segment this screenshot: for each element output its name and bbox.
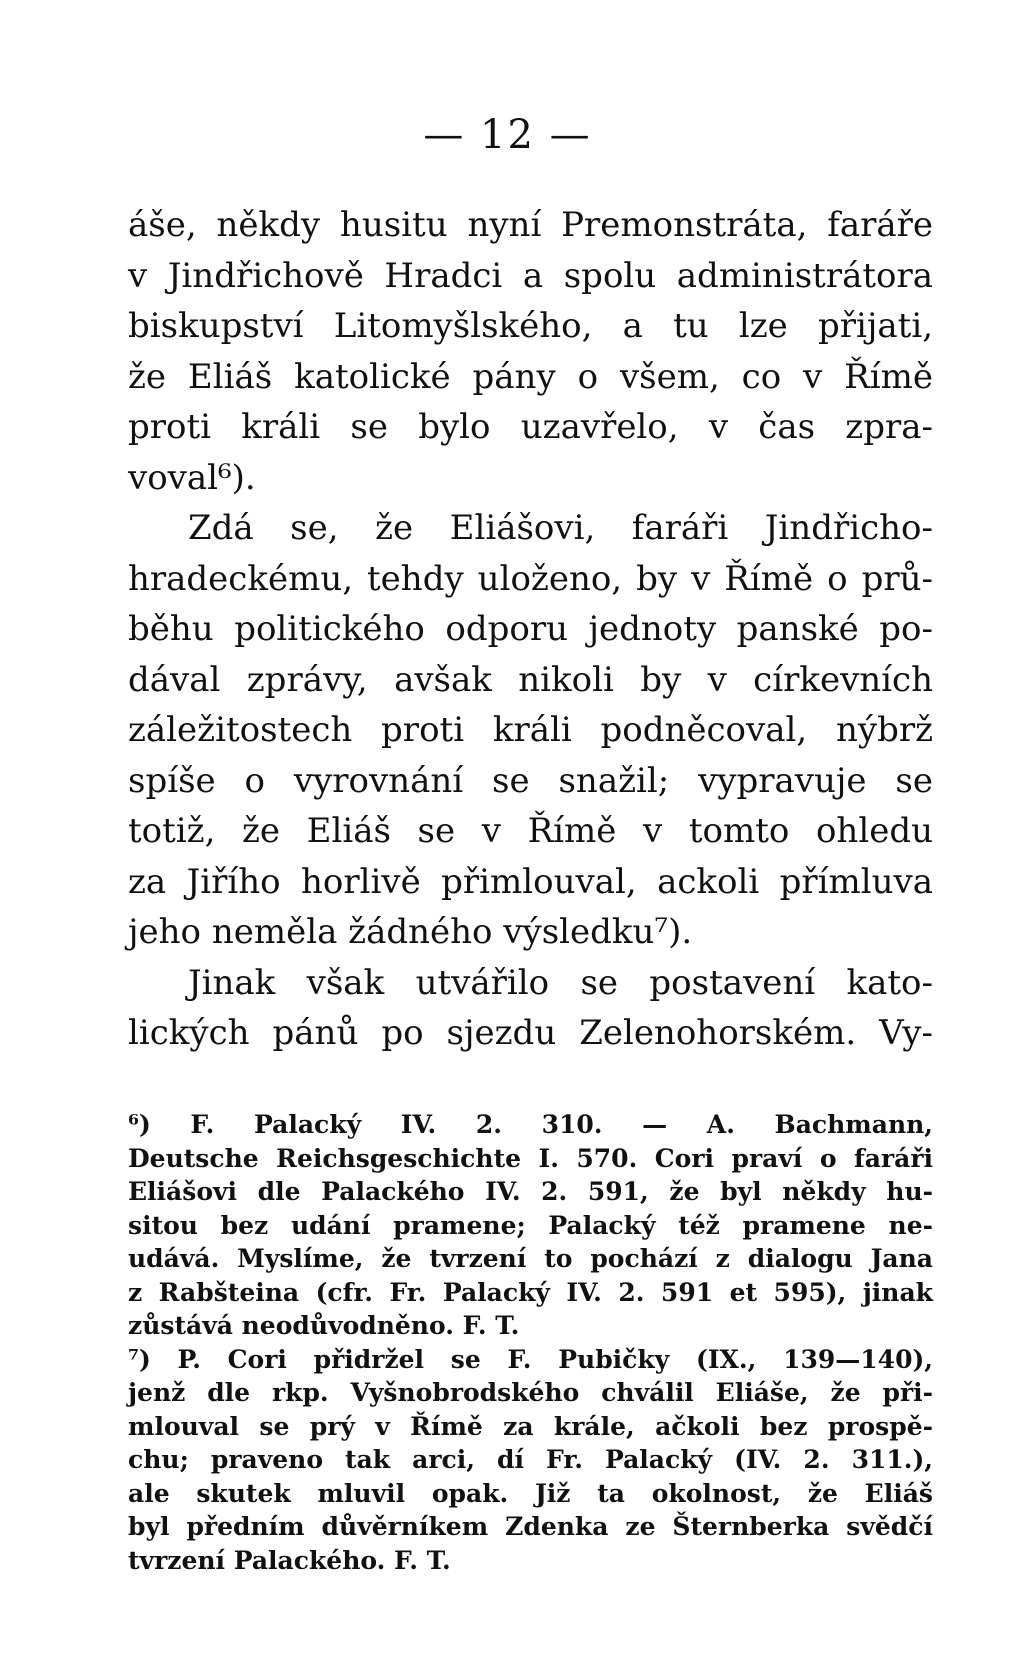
page-number: — 12 — bbox=[423, 112, 592, 158]
footnote-line: Eliášovi dle Palackého IV. 2. 591, že byl někdy hu- bbox=[128, 1177, 933, 1206]
footnote-line: Deutsche Reichsgeschichte I. 570. Cori praví o faráři bbox=[128, 1143, 933, 1173]
body-text-line: lických pánů po sjezdu Zelenohorském. Vy- bbox=[128, 1013, 933, 1053]
body-text-line: spíše o vyrovnání se snažil; vypravuje se bbox=[128, 760, 933, 801]
body-text-line: biskupství Litomyšlského, a tu lze přijati, bbox=[128, 306, 933, 346]
footnote-line: zůstává neodůvodněno. F. T. bbox=[128, 1311, 520, 1340]
footnotes-block bbox=[128, 1108, 933, 1577]
footnote-line: tvrzení Palackého. F. T. bbox=[128, 1545, 451, 1575]
body-text-line: voval⁶). bbox=[128, 457, 256, 498]
footnote-line: mlouval se prý v Římě za krále, ačkoli bez prospě- bbox=[128, 1411, 933, 1441]
footnote-line: jenž dle rkp. Vyšnobrodského chválil Eliáše, že při- bbox=[128, 1378, 933, 1407]
footnote-line: sitou bez udání pramene; Palacký též pramene ne- bbox=[128, 1210, 933, 1240]
body-text-line: záležitostech proti králi podněcoval, nýbrž bbox=[128, 710, 933, 750]
footnote-line: ⁶) F. Palacký IV. 2. 310. — A. Bachmann, bbox=[128, 1110, 933, 1139]
footnote-line: ale skutek mluvil opak. Již ta okolnost, že Eliáš bbox=[128, 1478, 933, 1508]
footnote-line: udává. Myslíme, že tvrzení to pochází z dialogu Jana bbox=[128, 1244, 933, 1273]
body-text-line: Zdá se, že Eliášovi, faráři Jindřicho- bbox=[188, 508, 933, 548]
main-text-block bbox=[128, 200, 933, 1059]
body-text-line: za Jiřího horlivě přimlouval, ackoli přímluva bbox=[128, 861, 933, 902]
body-text-line: dával zprávy, avšak nikoli by v církevních bbox=[128, 659, 933, 700]
body-text-line: hradeckému, tehdy uloženo, by v Římě o prů- bbox=[128, 558, 933, 599]
body-text-line: jeho neměla žádného výsledku⁷). bbox=[128, 912, 693, 952]
body-text-line: v Jindřichově Hradci a spolu administrátora bbox=[128, 255, 933, 296]
body-text-line: totiž, že Eliáš se v Římě v tomto ohledu bbox=[128, 811, 933, 851]
body-text-line: áše, někdy husitu nyní Premonstráta, faráře bbox=[128, 205, 933, 245]
footnote-line: chu; praveno tak arci, dí Fr. Palacký (IV. 2. 311.), bbox=[128, 1445, 933, 1474]
footnote-line: byl předním důvěrníkem Zdenka ze Šternberka svědčí bbox=[128, 1512, 933, 1541]
body-text-line: že Eliáš katolické pány o všem, co v Římě bbox=[128, 356, 933, 397]
footnote-line: ⁷) P. Cori přidržel se F. Pubičky (IX., 139—140), bbox=[128, 1344, 933, 1374]
body-text-line: Jinak však utvářilo se postavení kato- bbox=[188, 962, 933, 1003]
footnote-line: z Rabšteina (cfr. Fr. Palacký IV. 2. 591 et 595), jinak bbox=[128, 1277, 933, 1307]
body-text-line: běhu politického odporu jednoty panské po- bbox=[128, 609, 933, 649]
body-text-line: proti králi se bylo uzavřelo, v čas zpra- bbox=[128, 407, 933, 447]
